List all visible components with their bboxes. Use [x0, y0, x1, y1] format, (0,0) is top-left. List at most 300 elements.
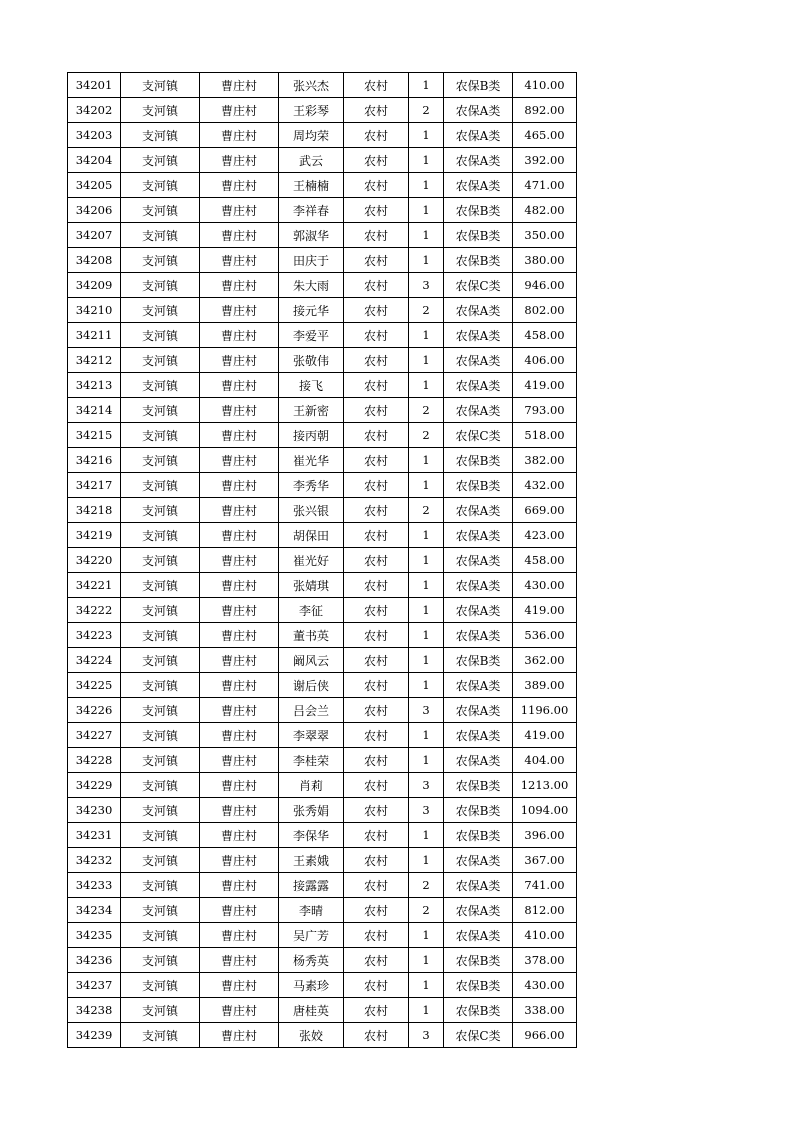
person-name-cell: 董书英: [279, 623, 344, 648]
town-cell: 支河镇: [121, 323, 200, 348]
residence-type-cell: 农村: [344, 623, 409, 648]
town-cell: 支河镇: [121, 223, 200, 248]
household-count-cell: 3: [409, 798, 444, 823]
residence-type-cell: 农村: [344, 823, 409, 848]
insurance-class-cell: 农保A类: [444, 373, 513, 398]
insurance-class-cell: 农保A类: [444, 148, 513, 173]
amount-cell: 892.00: [513, 98, 577, 123]
village-cell: 曹庄村: [200, 73, 279, 98]
insurance-class-cell: 农保A类: [444, 723, 513, 748]
household-count-cell: 1: [409, 473, 444, 498]
village-cell: 曹庄村: [200, 248, 279, 273]
insurance-class-cell: 农保B类: [444, 73, 513, 98]
village-cell: 曹庄村: [200, 623, 279, 648]
insurance-class-cell: 农保B类: [444, 798, 513, 823]
record-id-cell: 34205: [68, 173, 121, 198]
person-name-cell: 崔光好: [279, 548, 344, 573]
amount-cell: 362.00: [513, 648, 577, 673]
amount-cell: 465.00: [513, 123, 577, 148]
insurance-class-cell: 农保A类: [444, 748, 513, 773]
household-count-cell: 1: [409, 448, 444, 473]
table-row: [68, 423, 577, 448]
amount-cell: 382.00: [513, 448, 577, 473]
town-cell: 支河镇: [121, 523, 200, 548]
insurance-class-cell: 农保B类: [444, 198, 513, 223]
table-row: [68, 73, 577, 98]
residence-type-cell: 农村: [344, 273, 409, 298]
household-count-cell: 1: [409, 248, 444, 273]
record-id-cell: 34201: [68, 73, 121, 98]
record-id-cell: 34223: [68, 623, 121, 648]
village-cell: 曹庄村: [200, 798, 279, 823]
amount-cell: 392.00: [513, 148, 577, 173]
person-name-cell: 李晴: [279, 898, 344, 923]
village-cell: 曹庄村: [200, 898, 279, 923]
residence-type-cell: 农村: [344, 948, 409, 973]
residence-type-cell: 农村: [344, 373, 409, 398]
record-id-cell: 34222: [68, 598, 121, 623]
amount-cell: 518.00: [513, 423, 577, 448]
village-cell: 曹庄村: [200, 198, 279, 223]
record-id-cell: 34231: [68, 823, 121, 848]
village-cell: 曹庄村: [200, 298, 279, 323]
town-cell: 支河镇: [121, 373, 200, 398]
record-id-cell: 34233: [68, 873, 121, 898]
amount-cell: 458.00: [513, 323, 577, 348]
amount-cell: 471.00: [513, 173, 577, 198]
amount-cell: 482.00: [513, 198, 577, 223]
village-cell: 曹庄村: [200, 548, 279, 573]
insurance-class-cell: 农保A类: [444, 673, 513, 698]
village-cell: 曹庄村: [200, 948, 279, 973]
town-cell: 支河镇: [121, 623, 200, 648]
insurance-class-cell: 农保A类: [444, 348, 513, 373]
record-id-cell: 34218: [68, 498, 121, 523]
table-row: [68, 98, 577, 123]
household-count-cell: 1: [409, 623, 444, 648]
record-id-cell: 34227: [68, 723, 121, 748]
person-name-cell: 周均荣: [279, 123, 344, 148]
residence-type-cell: 农村: [344, 898, 409, 923]
person-name-cell: 唐桂英: [279, 998, 344, 1023]
household-count-cell: 1: [409, 948, 444, 973]
town-cell: 支河镇: [121, 973, 200, 998]
household-count-cell: 1: [409, 148, 444, 173]
table-row: [68, 948, 577, 973]
table-row: [68, 348, 577, 373]
table-row: [68, 198, 577, 223]
residence-type-cell: 农村: [344, 848, 409, 873]
record-id-cell: 34209: [68, 273, 121, 298]
residence-type-cell: 农村: [344, 323, 409, 348]
table-row: [68, 798, 577, 823]
village-cell: 曹庄村: [200, 473, 279, 498]
residence-type-cell: 农村: [344, 598, 409, 623]
person-name-cell: 王彩琴: [279, 98, 344, 123]
person-name-cell: 朱大雨: [279, 273, 344, 298]
residence-type-cell: 农村: [344, 648, 409, 673]
village-cell: 曹庄村: [200, 448, 279, 473]
table-row: [68, 323, 577, 348]
residence-type-cell: 农村: [344, 448, 409, 473]
record-id-cell: 34224: [68, 648, 121, 673]
household-count-cell: 1: [409, 573, 444, 598]
person-name-cell: 接丙朝: [279, 423, 344, 448]
amount-cell: 419.00: [513, 723, 577, 748]
person-name-cell: 李征: [279, 598, 344, 623]
residence-type-cell: 农村: [344, 148, 409, 173]
amount-cell: 669.00: [513, 498, 577, 523]
insurance-class-cell: 农保B类: [444, 998, 513, 1023]
town-cell: 支河镇: [121, 823, 200, 848]
residence-type-cell: 农村: [344, 873, 409, 898]
residence-type-cell: 农村: [344, 173, 409, 198]
residence-type-cell: 农村: [344, 548, 409, 573]
town-cell: 支河镇: [121, 73, 200, 98]
person-name-cell: 王楠楠: [279, 173, 344, 198]
residence-type-cell: 农村: [344, 348, 409, 373]
household-count-cell: 2: [409, 98, 444, 123]
insurance-class-cell: 农保C类: [444, 1023, 513, 1048]
table-row: [68, 298, 577, 323]
household-count-cell: 1: [409, 198, 444, 223]
insurance-class-cell: 农保B类: [444, 823, 513, 848]
village-cell: 曹庄村: [200, 323, 279, 348]
person-name-cell: 接飞: [279, 373, 344, 398]
table-row: [68, 898, 577, 923]
village-cell: 曹庄村: [200, 1023, 279, 1048]
table-row: [68, 648, 577, 673]
amount-cell: 396.00: [513, 823, 577, 848]
record-id-cell: 34212: [68, 348, 121, 373]
town-cell: 支河镇: [121, 423, 200, 448]
household-count-cell: 1: [409, 598, 444, 623]
person-name-cell: 张秀娟: [279, 798, 344, 823]
insurance-class-cell: 农保A类: [444, 173, 513, 198]
person-name-cell: 吴广芳: [279, 923, 344, 948]
village-cell: 曹庄村: [200, 873, 279, 898]
person-name-cell: 接露露: [279, 873, 344, 898]
town-cell: 支河镇: [121, 798, 200, 823]
residence-type-cell: 农村: [344, 223, 409, 248]
household-count-cell: 1: [409, 998, 444, 1023]
data-table: [67, 72, 577, 1048]
household-count-cell: 2: [409, 498, 444, 523]
amount-cell: 419.00: [513, 373, 577, 398]
town-cell: 支河镇: [121, 123, 200, 148]
table-row: [68, 223, 577, 248]
amount-cell: 338.00: [513, 998, 577, 1023]
insurance-class-cell: 农保A类: [444, 323, 513, 348]
table-row: [68, 148, 577, 173]
record-id-cell: 34211: [68, 323, 121, 348]
household-count-cell: 2: [409, 298, 444, 323]
person-name-cell: 崔光华: [279, 448, 344, 473]
household-count-cell: 1: [409, 323, 444, 348]
record-id-cell: 34232: [68, 848, 121, 873]
person-name-cell: 吕会兰: [279, 698, 344, 723]
person-name-cell: 郭淑华: [279, 223, 344, 248]
person-name-cell: 李桂荣: [279, 748, 344, 773]
town-cell: 支河镇: [121, 473, 200, 498]
town-cell: 支河镇: [121, 298, 200, 323]
household-count-cell: 1: [409, 973, 444, 998]
record-id-cell: 34226: [68, 698, 121, 723]
amount-cell: 741.00: [513, 873, 577, 898]
amount-cell: 378.00: [513, 948, 577, 973]
household-count-cell: 1: [409, 123, 444, 148]
residence-type-cell: 农村: [344, 123, 409, 148]
household-count-cell: 1: [409, 373, 444, 398]
town-cell: 支河镇: [121, 1023, 200, 1048]
amount-cell: 966.00: [513, 1023, 577, 1048]
town-cell: 支河镇: [121, 673, 200, 698]
village-cell: 曹庄村: [200, 698, 279, 723]
residence-type-cell: 农村: [344, 73, 409, 98]
household-count-cell: 3: [409, 698, 444, 723]
insurance-class-cell: 农保B类: [444, 948, 513, 973]
insurance-class-cell: 农保A类: [444, 598, 513, 623]
record-id-cell: 34203: [68, 123, 121, 148]
insurance-class-cell: 农保A类: [444, 548, 513, 573]
town-cell: 支河镇: [121, 548, 200, 573]
table-row: [68, 273, 577, 298]
town-cell: 支河镇: [121, 923, 200, 948]
household-count-cell: 1: [409, 173, 444, 198]
household-count-cell: 2: [409, 898, 444, 923]
table-row: [68, 873, 577, 898]
insurance-class-cell: 农保A类: [444, 523, 513, 548]
amount-cell: 430.00: [513, 973, 577, 998]
household-count-cell: 3: [409, 273, 444, 298]
insurance-class-cell: 农保C类: [444, 423, 513, 448]
record-id-cell: 34235: [68, 923, 121, 948]
household-count-cell: 3: [409, 773, 444, 798]
amount-cell: 793.00: [513, 398, 577, 423]
record-id-cell: 34229: [68, 773, 121, 798]
insurance-class-cell: 农保B类: [444, 473, 513, 498]
record-id-cell: 34217: [68, 473, 121, 498]
insurance-class-cell: 农保A类: [444, 698, 513, 723]
town-cell: 支河镇: [121, 598, 200, 623]
record-id-cell: 34219: [68, 523, 121, 548]
record-id-cell: 34230: [68, 798, 121, 823]
person-name-cell: 李保华: [279, 823, 344, 848]
insurance-class-cell: 农保A类: [444, 98, 513, 123]
person-name-cell: 接元华: [279, 298, 344, 323]
person-name-cell: 张兴银: [279, 498, 344, 523]
table-row: [68, 673, 577, 698]
household-count-cell: 1: [409, 823, 444, 848]
amount-cell: 367.00: [513, 848, 577, 873]
residence-type-cell: 农村: [344, 398, 409, 423]
insurance-class-cell: 农保A类: [444, 923, 513, 948]
village-cell: 曹庄村: [200, 648, 279, 673]
residence-type-cell: 农村: [344, 723, 409, 748]
insurance-class-cell: 农保A类: [444, 873, 513, 898]
person-name-cell: 谢后侠: [279, 673, 344, 698]
amount-cell: 430.00: [513, 573, 577, 598]
town-cell: 支河镇: [121, 398, 200, 423]
village-cell: 曹庄村: [200, 148, 279, 173]
insurance-class-cell: 农保B类: [444, 648, 513, 673]
amount-cell: 423.00: [513, 523, 577, 548]
amount-cell: 1196.00: [513, 698, 577, 723]
town-cell: 支河镇: [121, 198, 200, 223]
residence-type-cell: 农村: [344, 798, 409, 823]
town-cell: 支河镇: [121, 98, 200, 123]
record-id-cell: 34202: [68, 98, 121, 123]
table-row: [68, 598, 577, 623]
residence-type-cell: 农村: [344, 748, 409, 773]
village-cell: 曹庄村: [200, 373, 279, 398]
village-cell: 曹庄村: [200, 273, 279, 298]
household-count-cell: 1: [409, 73, 444, 98]
household-count-cell: 1: [409, 348, 444, 373]
person-name-cell: 胡保田: [279, 523, 344, 548]
insurance-class-cell: 农保A类: [444, 573, 513, 598]
insurance-class-cell: 农保A类: [444, 123, 513, 148]
town-cell: 支河镇: [121, 723, 200, 748]
village-cell: 曹庄村: [200, 673, 279, 698]
household-count-cell: 1: [409, 548, 444, 573]
table-row: [68, 773, 577, 798]
person-name-cell: 张姣: [279, 1023, 344, 1048]
village-cell: 曹庄村: [200, 123, 279, 148]
record-id-cell: 34237: [68, 973, 121, 998]
insurance-class-cell: 农保A类: [444, 898, 513, 923]
table-row: [68, 173, 577, 198]
amount-cell: 410.00: [513, 73, 577, 98]
record-id-cell: 34221: [68, 573, 121, 598]
record-id-cell: 34220: [68, 548, 121, 573]
table-row: [68, 848, 577, 873]
residence-type-cell: 农村: [344, 198, 409, 223]
person-name-cell: 马素珍: [279, 973, 344, 998]
amount-cell: 406.00: [513, 348, 577, 373]
residence-type-cell: 农村: [344, 523, 409, 548]
village-cell: 曹庄村: [200, 998, 279, 1023]
insurance-class-cell: 农保A类: [444, 398, 513, 423]
village-cell: 曹庄村: [200, 223, 279, 248]
table-row: [68, 473, 577, 498]
table-body: [68, 73, 577, 1048]
village-cell: 曹庄村: [200, 398, 279, 423]
town-cell: 支河镇: [121, 748, 200, 773]
record-id-cell: 34204: [68, 148, 121, 173]
person-name-cell: 李秀华: [279, 473, 344, 498]
town-cell: 支河镇: [121, 873, 200, 898]
residence-type-cell: 农村: [344, 573, 409, 598]
household-count-cell: 1: [409, 923, 444, 948]
village-cell: 曹庄村: [200, 598, 279, 623]
amount-cell: 380.00: [513, 248, 577, 273]
household-count-cell: 1: [409, 723, 444, 748]
table-row: [68, 823, 577, 848]
household-count-cell: 3: [409, 1023, 444, 1048]
amount-cell: 350.00: [513, 223, 577, 248]
town-cell: 支河镇: [121, 448, 200, 473]
residence-type-cell: 农村: [344, 923, 409, 948]
table-row: [68, 923, 577, 948]
town-cell: 支河镇: [121, 898, 200, 923]
person-name-cell: 张兴杰: [279, 73, 344, 98]
person-name-cell: 肖莉: [279, 773, 344, 798]
insurance-class-cell: 农保A类: [444, 623, 513, 648]
residence-type-cell: 农村: [344, 298, 409, 323]
table-row: [68, 398, 577, 423]
record-id-cell: 34234: [68, 898, 121, 923]
table-row: [68, 248, 577, 273]
person-name-cell: 张婧琪: [279, 573, 344, 598]
record-id-cell: 34210: [68, 298, 121, 323]
insurance-class-cell: 农保B类: [444, 773, 513, 798]
household-count-cell: 1: [409, 848, 444, 873]
town-cell: 支河镇: [121, 948, 200, 973]
residence-type-cell: 农村: [344, 473, 409, 498]
town-cell: 支河镇: [121, 248, 200, 273]
person-name-cell: 杨秀英: [279, 948, 344, 973]
household-count-cell: 1: [409, 673, 444, 698]
residence-type-cell: 农村: [344, 773, 409, 798]
record-id-cell: 34225: [68, 673, 121, 698]
table-row: [68, 1023, 577, 1048]
insurance-class-cell: 农保C类: [444, 273, 513, 298]
amount-cell: 389.00: [513, 673, 577, 698]
village-cell: 曹庄村: [200, 423, 279, 448]
person-name-cell: 田庆于: [279, 248, 344, 273]
village-cell: 曹庄村: [200, 723, 279, 748]
table-row: [68, 523, 577, 548]
household-count-cell: 2: [409, 423, 444, 448]
person-name-cell: 李翠翠: [279, 723, 344, 748]
amount-cell: 802.00: [513, 298, 577, 323]
table-row: [68, 998, 577, 1023]
person-name-cell: 李爱平: [279, 323, 344, 348]
insurance-class-cell: 农保A类: [444, 498, 513, 523]
table-row: [68, 698, 577, 723]
amount-cell: 536.00: [513, 623, 577, 648]
residence-type-cell: 农村: [344, 998, 409, 1023]
village-cell: 曹庄村: [200, 923, 279, 948]
record-id-cell: 34213: [68, 373, 121, 398]
residence-type-cell: 农村: [344, 1023, 409, 1048]
record-id-cell: 34214: [68, 398, 121, 423]
amount-cell: 1213.00: [513, 773, 577, 798]
town-cell: 支河镇: [121, 173, 200, 198]
record-id-cell: 34207: [68, 223, 121, 248]
table-row: [68, 498, 577, 523]
town-cell: 支河镇: [121, 348, 200, 373]
record-id-cell: 34216: [68, 448, 121, 473]
town-cell: 支河镇: [121, 573, 200, 598]
table-row: [68, 748, 577, 773]
town-cell: 支河镇: [121, 273, 200, 298]
residence-type-cell: 农村: [344, 423, 409, 448]
record-id-cell: 34236: [68, 948, 121, 973]
table-row: [68, 623, 577, 648]
amount-cell: 946.00: [513, 273, 577, 298]
record-id-cell: 34239: [68, 1023, 121, 1048]
village-cell: 曹庄村: [200, 823, 279, 848]
insurance-class-cell: 农保A类: [444, 848, 513, 873]
table-row: [68, 373, 577, 398]
household-count-cell: 1: [409, 748, 444, 773]
household-count-cell: 1: [409, 648, 444, 673]
village-cell: 曹庄村: [200, 523, 279, 548]
household-count-cell: 2: [409, 398, 444, 423]
person-name-cell: 张敬伟: [279, 348, 344, 373]
